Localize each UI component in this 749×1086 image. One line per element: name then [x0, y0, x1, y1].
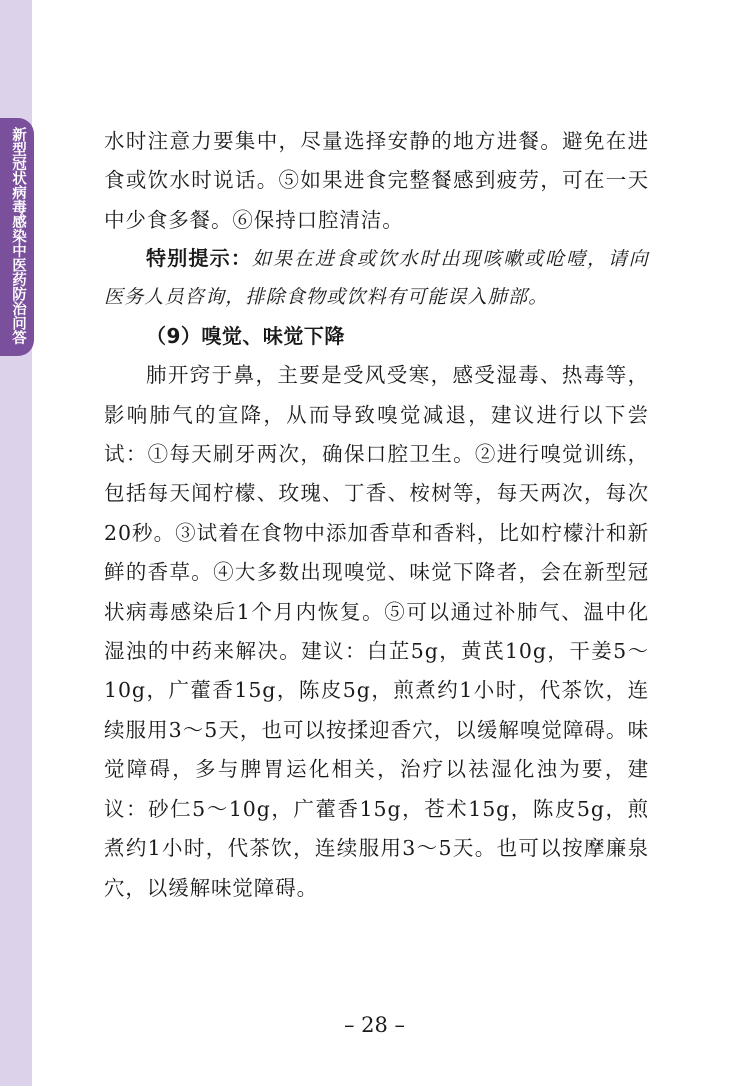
notice-text: 如果在进食或饮水时出现咳嗽或呛噎，请向医务人员咨询，排除食物或饮料有可能误入肺部。	[104, 248, 650, 308]
chapter-tab-title: 新型冠状病毒感染中医药防治问答	[10, 127, 26, 345]
page-body	[104, 122, 649, 908]
paragraph-main: 肺开窍于鼻，主要是受风受寒，感受湿毒、热毒等，影响肺气的宣降，从而导致嗅觉减退，建议进行以下尝试：①每天刷牙两次，确保口腔卫生。②进行嗅觉训练，包括每天闻柠檬、玫瑰、丁香、桉树等，每天两次，每次20秒。③试着在食物中添加香草和香料，比如柠檬汁和新鲜的香草。④大多数出现嗅觉、味觉下降者，会在新型冠状病毒感染后1个月内恢复。⑤可以通过补肺气、温中化湿浊的中药来解决。建议：白芷5g，黄芪10g，干姜5～10g，广藿香15g，陈皮5g，煎煮约1小时，代茶饮，连续服用3～5天，也可以按揉迎香穴，以缓解嗅觉障碍。味觉障碍，多与脾胃运化相关，治疗以祛湿化浊为要，建议：砂仁5～10g，广藿香15g，苍术15g，陈皮5g，煎煮约1小时，代茶饮，连续服用3～5天。也可以按摩廉泉穴，以缓解味觉障碍。	[104, 363, 649, 900]
notice-label: 特别提示：	[146, 246, 253, 271]
page-number: – 28 –	[343, 1013, 406, 1037]
paragraph-continuation: 水时注意力要集中，尽量选择安静的地方进餐。避免在进食或饮水时说话。⑤如果进食完整餐感到疲劳，可在一天中少食多餐。⑥保持口腔清洁。	[104, 129, 649, 232]
special-notice	[104, 240, 649, 316]
section-heading: （9）嗅觉、味觉下降	[146, 324, 345, 349]
